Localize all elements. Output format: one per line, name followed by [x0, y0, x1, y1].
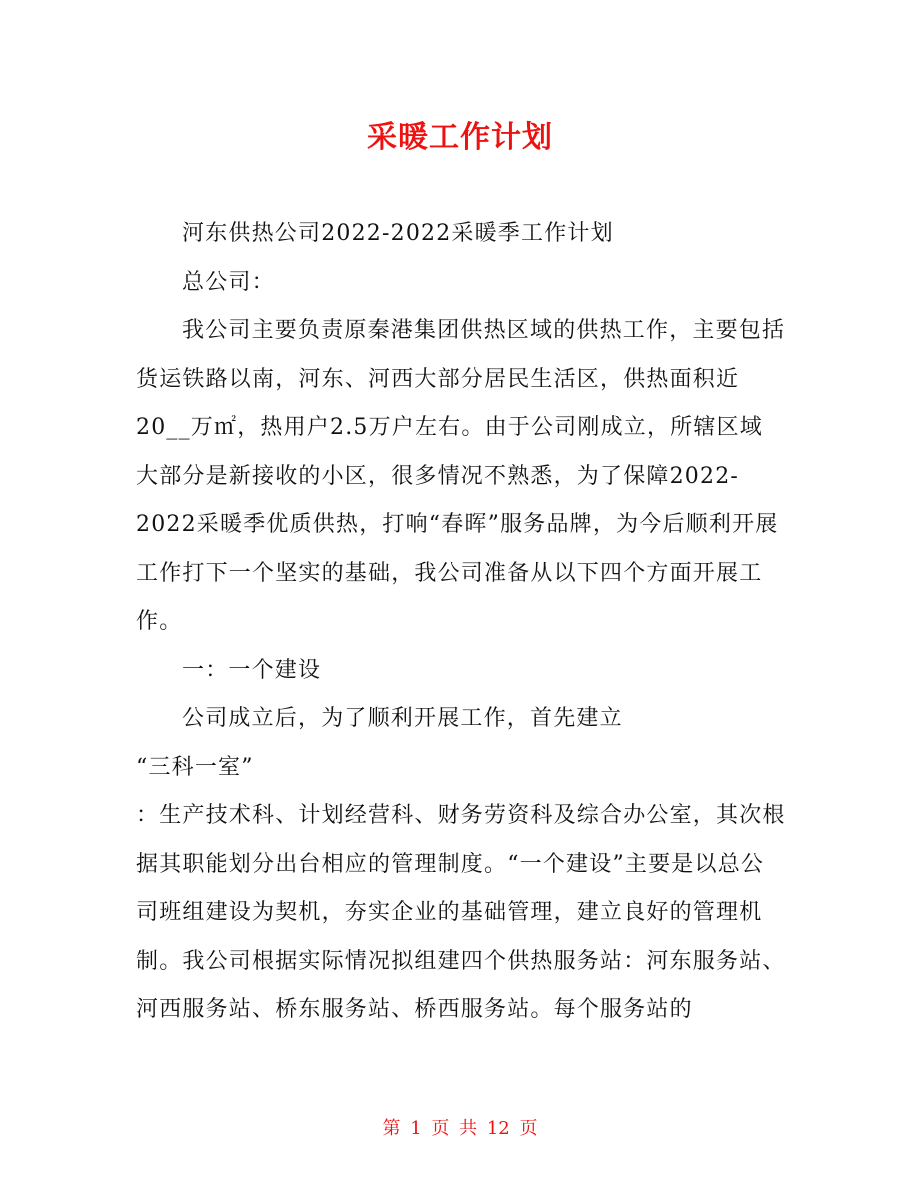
document-body	[136, 210, 786, 1035]
paragraph-two-rest: ：生产技术科、计划经营科、财务劳资科及综合办公室，其次根据其职能划分出台相应的管理制度。“一个建设”主要是以总公司班组建设为契机，夯实企业的基础管理，建立良好的管理机制。我公司根据实际情况拟组建四个供热服务站：河东服务站、河西服务站、桥东服务站、桥西服务站。每个服务站的	[136, 803, 786, 1022]
document-title: 采暖工作计划	[367, 120, 553, 155]
page-footer: 第 1 页 共 12 页	[382, 1118, 538, 1139]
subtitle-line: 河东供热公司2022-2022采暖季工作计划	[182, 221, 614, 246]
salutation-line: 总公司：	[182, 269, 275, 295]
paragraph-two-quote: “三科一室”	[136, 754, 254, 780]
section-heading-one: 一：一个建设	[182, 657, 322, 683]
paragraph-two-start: 公司成立后，为了顺利开展工作，首先建立	[182, 706, 623, 731]
paragraph-intro: 我公司主要负责原秦港集团供热区域的供热工作，主要包括货运铁路以南，河东、河西大部分居民生活区，供热面积近20__万㎡，热用户2.5万户左右。由于公司刚成立，所辖区域大部分是新接收的小区，很多情况不熟悉，为了保障2022-2022采暖季优质供热，打响“春晖”服务品牌，为今后顺利开展工作打下一个坚实的基础，我公司准备从以下四个方面开展工作。	[136, 318, 786, 634]
